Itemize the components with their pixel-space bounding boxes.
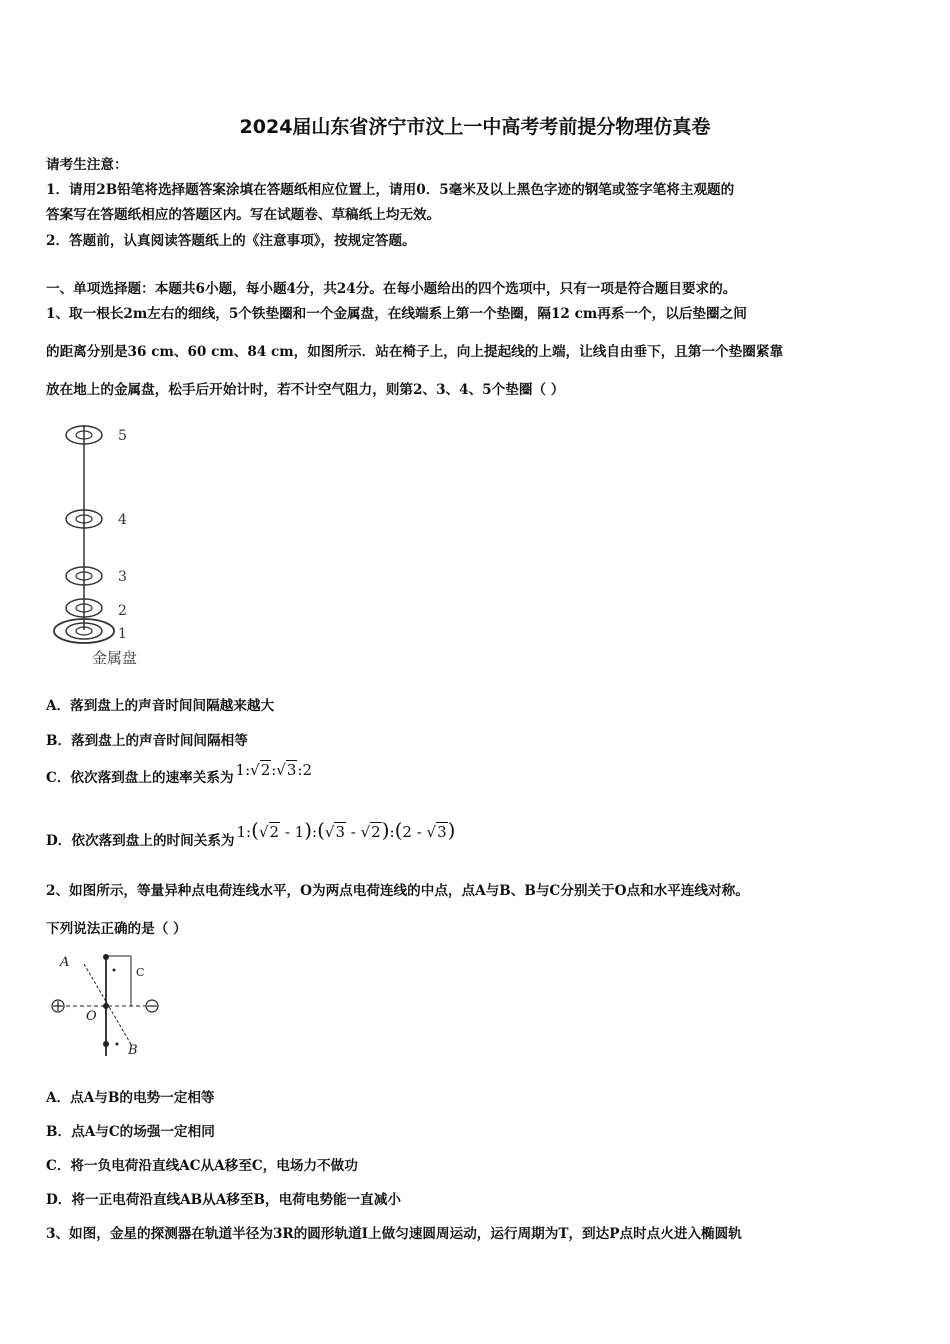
negative-charge [146,1000,158,1012]
point-label-b: B [128,1043,138,1058]
notice-item1-line2: 答案写在答题纸相应的答题区内。写在试题卷、草稿纸上均无效。 [46,207,441,223]
q1-option-d-text: D．依次落到盘上的时间关系为 [46,833,235,849]
q1-option-c-text: C．依次落到盘上的速率关系为 [46,770,234,786]
figure-caption-plate: 金属盘 [92,649,138,667]
q1-figure-washers [46,415,166,670]
washer-label-4: 4 [118,512,127,528]
q1-stem-line3: 放在地上的金属盘，松手后开始计时，若不计空气阻力，则第2、3、4、5个垫圈（ ） [46,382,565,398]
washer-label-2: 2 [118,603,127,619]
point-label-c: C [136,966,145,979]
q2-option-c: C．将一负电荷沿直线AC从A移至C，电场力不做功 [46,1158,358,1174]
q2-option-b: B．点A与C的场强一定相同 [46,1124,215,1140]
positive-charge [52,1000,64,1012]
q1-option-a: A．落到盘上的声音时间间隔越来越大 [46,698,275,714]
metal-plate [54,619,114,643]
q1-stem-line2: 的距离分别是36 cm、60 cm、84 cm，如图所示．站在椅子上，向上提起线的上端，让线自由垂下，且第一个垫圈紧靠 [46,344,784,360]
washer-label-3: 3 [118,569,127,585]
q2-option-d: D．将一正电荷沿直线AB从A移至B，电荷电势能一直减小 [46,1192,401,1208]
q2-figure-charges [46,950,166,1060]
washer-label-5: 5 [118,428,127,444]
q1-option-d [46,818,456,850]
q3-stem-line1: 3、如图，金星的探测器在轨道半径为3R的圆形轨道I上做匀速圆周运动，运行周期为T，到达P点时点火进入椭圆轨 [46,1226,742,1242]
q2-stem-line1: 2、如图所示，等量异种点电荷连线水平，O为两点电荷连线的中点，点A与B、B与C分别关于O点和水平连线对称。 [46,883,749,899]
notice-item2: 2．答题前，认真阅读答题纸上的《注意事项》，按规定答题。 [46,233,416,249]
section-heading: 一、单项选择题：本题共6小题，每小题4分，共24分。在每小题给出的四个选项中，只有一项是符合题目要求的。 [46,281,737,297]
notice-heading: 请考生注意： [46,157,128,173]
page-title: 2024届山东省济宁市汶上一中高考考前提分物理仿真卷 [239,116,711,138]
q1-stem-line1: 1、取一根长2m左右的细线，5个铁垫圈和一个金属盘，在线端系上第一个垫圈，隔12 cm再系一个，以后垫圈之间 [46,306,747,322]
notice-item1-line1: 1．请用2B铅笔将选择题答案涂填在答题纸相应位置上，请用0．5毫米及以上黑色字迹的钢笔或签字笔将主观题的 [46,182,735,198]
q1-option-b: B．落到盘上的声音时间间隔相等 [46,733,248,749]
washer-label-1: 1 [118,626,127,642]
q1-option-d-formula: 1:(√2 - 1):(√3 - √2):(2 - √3) [236,818,456,842]
q1-option-c-formula: 1:√2:√3:2 [235,761,313,779]
q2-stem-line2: 下列说法正确的是（ ） [46,921,187,937]
q2-option-a: A．点A与B的电势一定相等 [46,1090,215,1106]
point-label-a: A [60,955,70,970]
point-label-o: O [86,1009,97,1024]
q1-option-c [46,761,313,786]
